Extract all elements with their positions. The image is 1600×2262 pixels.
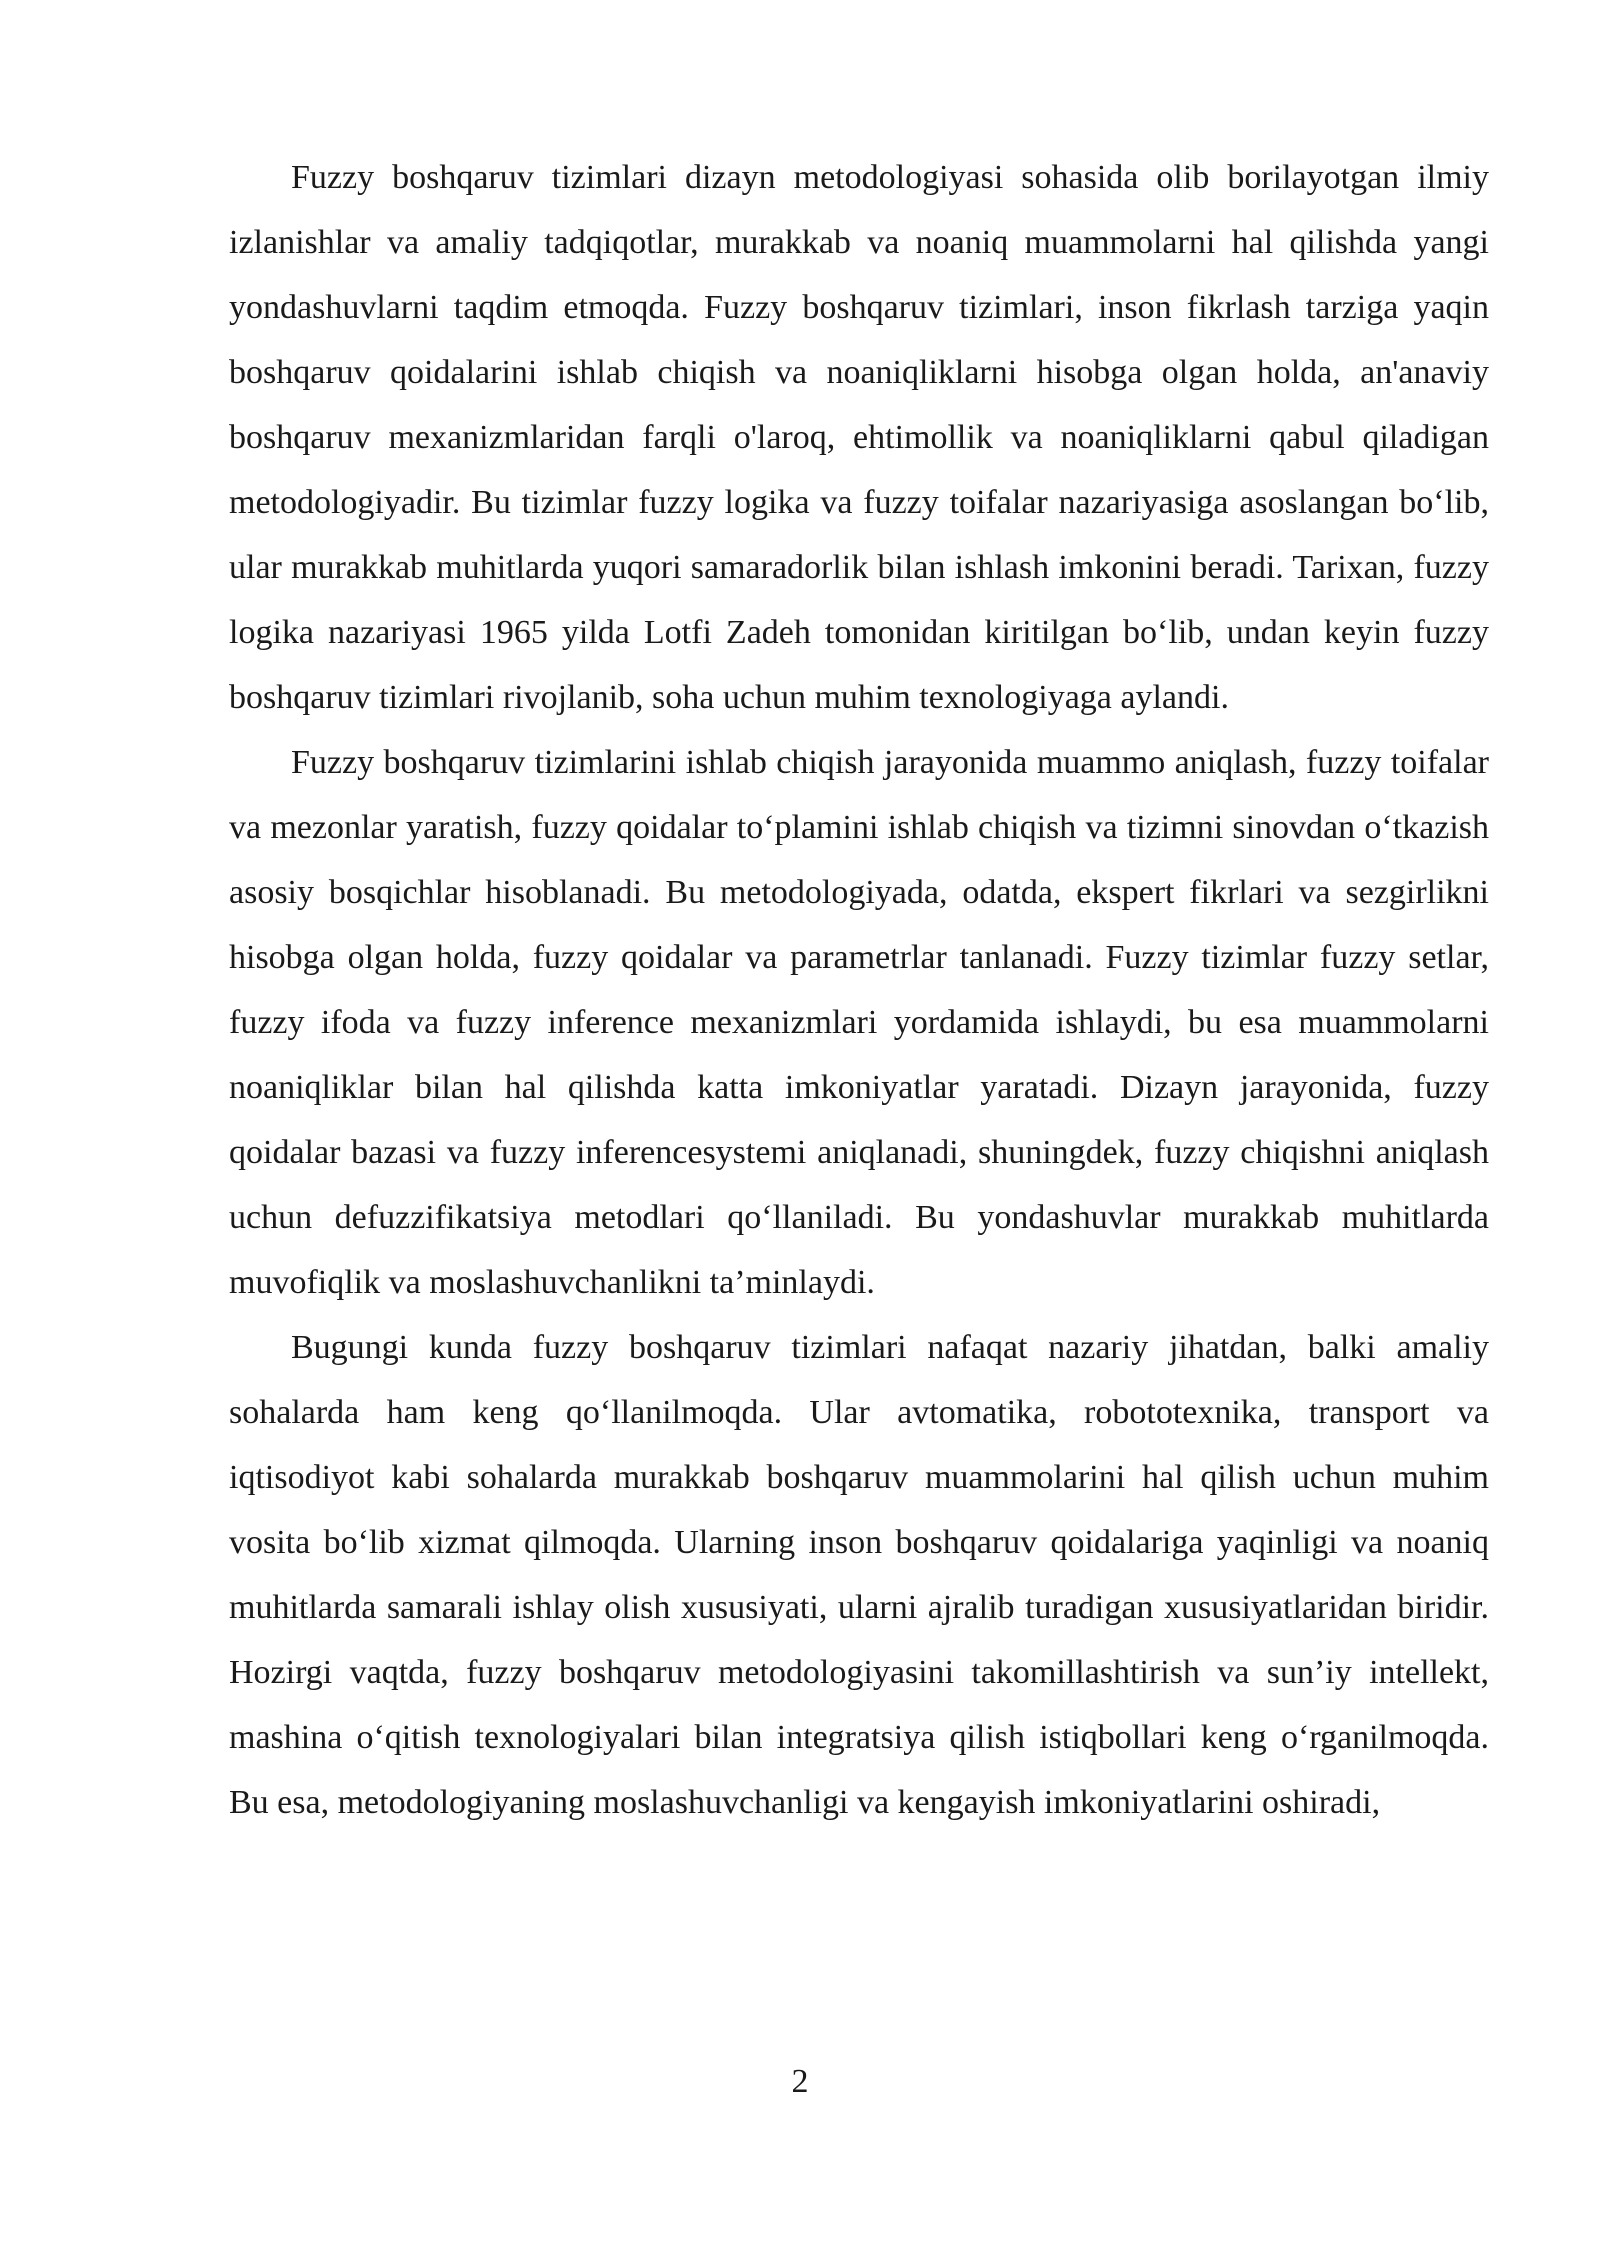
paragraph-1: Fuzzy boshqaruv tizimlari dizayn metodologiyasi sohasida olib borilayotgan ilmiy izlanishlar va amaliy tadqiqotlar, murakkab va noaniq muammolarni hal qilishda yangi yondashuvlarni taqdim etmoqda. Fuzzy boshqaruv tizimlari, inson fikrlash tarziga yaqin boshqaruv qoidalarini ishlab chiqish va noaniqliklarni hisobga olgan holda, an'anaviy boshqaruv mexanizmlaridan farqli o'laroq, ehtimollik va noaniqliklarni qabul qiladigan metodologiyadir. Bu tizimlar fuzzy logika va fuzzy toifalar nazariyasiga asoslangan boʻlib, ular murakkab muhitlarda yuqori samaradorlik bilan ishlash imkonini beradi. Tarixan, fuzzy logika nazariyasi 1965 yilda Lotfi Zadeh tomonidan kiritilgan boʻlib, undan keyin fuzzy boshqaruv tizimlari rivojlanib, soha uchun muhim texnologiyaga aylandi. — [229, 159, 1489, 716]
paragraph-3: Bugungi kunda fuzzy boshqaruv tizimlari nafaqat nazariy jihatdan, balki amaliy sohalarda ham keng qoʻllanilmoqda. Ular avtomatika, robototexnika, transport va iqtisodiyot kabi sohalarda murakkab boshqaruv muammolarini hal qilish uchun muhim vosita boʻlib xizmat qilmoqda. Ularning inson boshqaruv qoidalariga yaqinligi va noaniq muhitlarda samarali ishlay olish xususiyati, ularni ajralib turadigan xususiyatlaridan biridir. Hozirgi vaqtda, fuzzy boshqaruv metodologiyasini takomillashtirish va sun’iy intellekt, mashina oʻqitish texnologiyalari bilan integratsiya qilish istiqbollari keng oʻrganilmoqda. Bu esa, metodologiyaning moslashuvchanligi va kengayish imkoniyatlarini oshiradi, — [229, 1329, 1489, 1821]
paragraph-2: Fuzzy boshqaruv tizimlarini ishlab chiqish jarayonida muammo aniqlash, fuzzy toifalar va mezonlar yaratish, fuzzy qoidalar toʻplamini ishlab chiqish va tizimni sinovdan oʻtkazish asosiy bosqichlar hisoblanadi. Bu metodologiyada, odatda, ekspert fikrlari va sezgirlikni hisobga olgan holda, fuzzy qoidalar va parametrlar tanlanadi. Fuzzy tizimlar fuzzy setlar, fuzzy ifoda va fuzzy inference mexanizmlari yordamida ishlaydi, bu esa muammolarni noaniqliklar bilan hal qilishda katta imkoniyatlar yaratadi. Dizayn jarayonida, fuzzy qoidalar bazasi va fuzzy inferencesystemi aniqlanadi, shuningdek, fuzzy chiqishni aniqlash uchun defuzzifikatsiya metodlari qoʻllaniladi. Bu yondashuvlar murakkab muhitlarda muvofiqlik va moslashuvchanlikni ta’minlaydi. — [229, 744, 1489, 1301]
body-text — [229, 145, 1489, 1835]
page-number: 2 — [791, 2063, 809, 2100]
